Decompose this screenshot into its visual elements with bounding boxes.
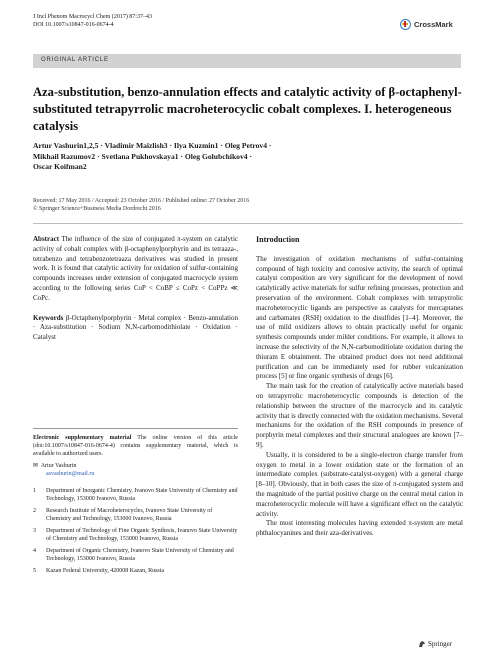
article-type-label: ORIGINAL ARTICLE: [41, 57, 109, 63]
article-type-bar: [33, 54, 461, 68]
affiliation-item: 3 Department of Technology of Fine Organic Synthesis, Ivanovo State University of Chemistry and Technology, 153000 Ivanovo, Russia: [33, 528, 238, 542]
introduction-column: [256, 235, 463, 539]
keywords-text: β-Octaphenylporphyrin · Metal complex · Benzo-annulation · Aza-substitution · Sodium N,N-carbomodithiolate · Oxidation · Catalyst: [33, 313, 239, 342]
intro-paragraph: The investigation of oxidation mechanisms of sulfur-containing compound of high toxicity and corrosive activity, the search of optimal catalyst composition are very significant for the development of novel catalytically active materials for sulfur refining processes, protection and preservation of the environment. Cobalt complexes with tetrapyrrolic macroheterocyclic ligands are perspective as catalysts for mercaptanes and carbamates (RSH) oxidation to the disulfides [1–4]. Moreover, the use of mild oxidizers allows to obtain practically useful for organic synthesis compounds under milder conditions. For example, it allows to increase the selectivity of the N,N-carbomoditiolate oxidation during the thiuram E obtainment. The obtained product does not need additional purification and can be immediately used for rubber vulcanization process [5] or fine organic synthesis of drugs [6].: [256, 254, 463, 381]
springer-horse-icon: [418, 640, 426, 648]
esm-heading: Electronic supplementary material: [33, 435, 132, 441]
crossmark-icon: [400, 19, 411, 30]
crossmark-badge[interactable]: [400, 18, 462, 30]
author-list: [33, 141, 463, 173]
keywords-heading: Keywords: [33, 313, 64, 322]
publisher-name: Springer: [428, 640, 453, 648]
author-line: Artur Vashurin1,2,5 · Vladimir Maizlish3 · Ilya Kuzmin1 · Oleg Petrov4 ·: [33, 141, 272, 150]
journal-header: [33, 13, 152, 29]
affiliations: [33, 487, 238, 579]
intro-paragraph: The most interesting molecules having extended π-system are metal phthalocyanines and their aza-derivatives.: [256, 519, 463, 538]
envelope-icon: ✉: [33, 463, 39, 469]
introduction-heading: Introduction: [256, 235, 300, 244]
copyright-line: © Springer Science+Business Media Dordrecht 2016: [33, 206, 161, 212]
abstract-text: The influence of the size of conjugated π-system on catalytic activity of cobalt complex with β-octaphenylporphyrin and its tetraaza-, tetrabenzo and tetrabenzotetraaza derivatives was studied in present work. It is found that catalytic activity for oxidation of sulfur-containing compounds increases under extension of conjugated macrocycle system according to the following series CoP < CoBP ≤ CoPz < CoPPz ≪ CoPc.: [33, 235, 239, 302]
publisher-logo: [418, 640, 452, 648]
esm-text: The online version of this article (doi:10.1007/s10847-016-0674-4) contains supplementary material, which is available to authorized users.: [33, 435, 238, 457]
received-dates: Received: 17 May 2016 / Accepted: 23 October 2016 / Published online: 27 October 2016: [33, 198, 250, 204]
corresponding-name: Artur Vashurin: [40, 463, 77, 469]
author-line: Mikhail Razumov2 · Svetlana Pukhovskaya1 · Oleg Golubchikov4 ·: [33, 151, 252, 161]
abstract: [33, 235, 238, 304]
corresponding-email[interactable]: asvashurin@mail.ru: [46, 471, 95, 477]
paper-title: Aza-substitution, benzo-annulation effects and catalytic activity of β-octaphenyl-substituted tetrapyrrolic macroheterocyclic cobalt complexes. I. heterogeneous catalysis: [33, 85, 462, 133]
affiliation-item: 1 Department of Inorganic Chemistry, Ivanovo State University of Chemistry and Technology, 153000 Ivanovo, Russia: [33, 488, 238, 502]
journal-citation: J Incl Phenom Macrocycl Chem (2017) 87:37–43: [33, 14, 152, 20]
crossmark-label: CrossMark: [414, 19, 453, 29]
intro-paragraph: Usually, it is considered to be a single-electron charge transfer from oxygen to metal in a lower oxidation state or the formation of an intermediate complex (substrate-catalyst-oxygen) with a general charge [8–10]. Obviously, that in both cases the size of π-conjugated system and the magnitude of the partial positive charge on the central metal cation in macroheterocyclic molecule will have a significant effect on the catalytic activity.: [256, 450, 463, 518]
affiliation-item: 4 Department of Organic Chemistry, Ivanovo State University of Chemistry and Technology, 153000 Ivanovo, Russia: [33, 548, 234, 562]
affiliation-item: 2 Research Institute of Macroheterocycles, Ivanovo State University of Chemistry and Technology, 153000 Ivanovo, Russia: [33, 508, 213, 522]
keywords: [33, 314, 238, 343]
abstract-heading: Abstract: [33, 235, 60, 243]
abstract-column: [33, 235, 238, 343]
intro-paragraph: The main task for the creation of catalytically active materials based on tetrapyrrolic macroheterocyclic compounds is detection of the relationship between the structure of the macrocycle and its catalytic activity that is directly connected with the oxidation mechanisms. Several mechanisms for the oxidation of the RSH compounds in presence of porphyrin metal complexes and their structural analogues are known [7–9].: [256, 382, 463, 449]
affiliation-item: 5 Kazan Federal University, 420008 Kazan, Russia: [33, 568, 165, 574]
doi-line: DOI 10.1007/s10847-016-0674-4: [33, 22, 114, 28]
author-line: Oscar Koifman2: [33, 162, 87, 171]
corresponding-author: [33, 462, 238, 478]
supplementary-note: [33, 428, 238, 458]
publication-dates: [33, 197, 463, 213]
header-divider: [33, 223, 463, 224]
